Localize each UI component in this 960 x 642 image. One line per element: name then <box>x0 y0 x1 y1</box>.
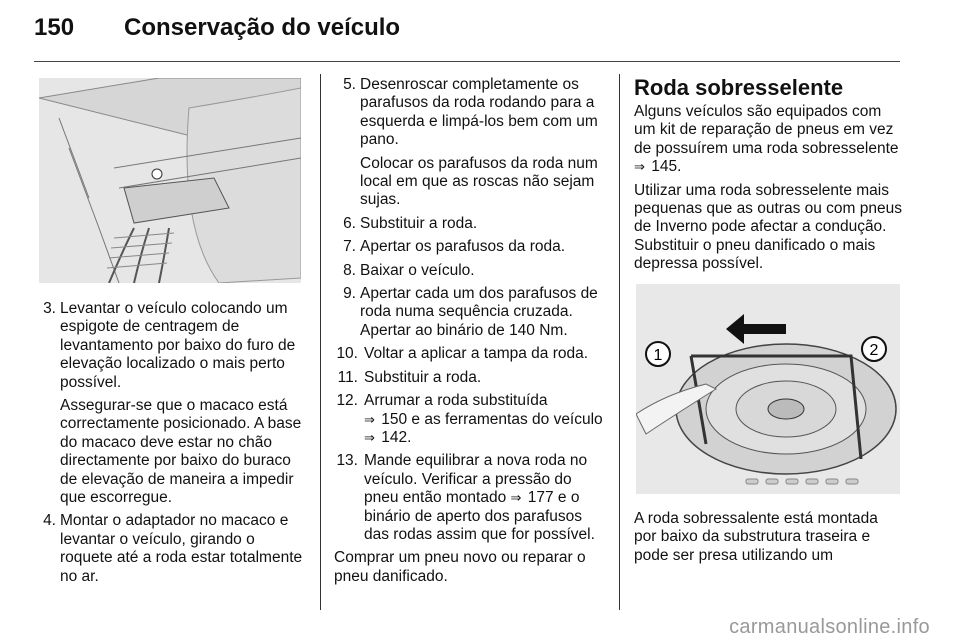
page-ref-icon: ⇒ <box>364 429 375 445</box>
page-ref-link[interactable]: 150 <box>381 410 408 428</box>
column-divider <box>619 74 620 610</box>
figure-label-2: 2 <box>869 342 879 359</box>
list-item: 9. Apertar cada um dos parafusos de roda numa sequência cruzada. Apertar ao binário de 140 Nm. <box>343 285 598 339</box>
paragraph: Alguns veículos são equipados com um kit de reparação de pneus em vez de possuírem uma roda sobresselente ⇒ 145. <box>634 103 899 176</box>
paragraph: A roda sobressalente está montada por baixo da substrutura traseira e pode ser presa utilizando um <box>634 510 878 564</box>
spare-wheel-illustration <box>636 284 900 494</box>
list-item: 4. Montar o adaptador no macaco e levantar o veículo, girando o roquete até a roda estar totalmente no ar. <box>43 512 303 585</box>
list-item: 5. Desenroscar completamente os parafusos da roda rodando para a esquerda e limpá-los bem com um pano. Colocar os parafusos da roda num local em que as roscas não sejam sujas. <box>343 76 598 209</box>
column-right <box>634 76 904 279</box>
list-item: 3. Levantar o veículo colocando um espigote de centragem de levantamento por baixo do furo de elevação localizado o mais perto possível. Assegurar-se que o macaco está correctamente posicionado. A base do macaco deve estar no chão directamente por baixo do buraco de elevação de maneira a impedir que escorregue. <box>43 300 302 507</box>
column-middle <box>334 76 606 591</box>
page-header <box>34 14 904 54</box>
figure-label-1: 1 <box>653 347 663 364</box>
page-number: 150 <box>34 14 75 41</box>
list-item: 13. Mande equilibrar a nova roda no veículo. Verificar a pressão do pneu então montado ⇒ 177 e o binário de aperto dos parafusos das rodas assim que for possível. <box>336 452 595 543</box>
list-item: 11. Substituir a roda. <box>337 368 482 386</box>
watermark: carmanualsonline.info <box>729 616 930 638</box>
page-ref-link[interactable]: 177 <box>527 489 554 507</box>
column-right-continued <box>634 510 904 570</box>
list-item: 12. Arrumar a roda substituída ⇒ 150 e as ferramentas do veículo ⇒ 142. <box>336 392 603 446</box>
header-rule <box>34 61 900 62</box>
jack-position-illustration <box>39 78 301 283</box>
page-title: Conservação do veículo <box>124 14 401 41</box>
page-ref-icon: ⇒ <box>364 411 375 427</box>
column-left <box>34 300 304 591</box>
closing-paragraph: Comprar um pneu novo ou reparar o pneu danificado. <box>334 549 586 585</box>
list-item: 7. Apertar os parafusos da roda. <box>343 238 566 256</box>
column-divider <box>320 74 321 610</box>
page-ref-icon: ⇒ <box>510 490 522 506</box>
list-item: 6. Substituir a roda. <box>343 214 478 232</box>
page-ref-icon: ⇒ <box>634 159 645 175</box>
section-heading: Roda sobresselente <box>634 75 844 100</box>
page-ref-link[interactable]: 142. <box>381 428 412 446</box>
list-item: 8. Baixar o veículo. <box>343 261 475 279</box>
page-ref-link[interactable]: 145. <box>651 158 682 176</box>
list-item: 10. Voltar a aplicar a tampa da roda. <box>336 345 589 363</box>
paragraph: Utilizar uma roda sobresselente mais pequenas que as outras ou com pneus de Inverno pode afectar a condução. Substituir o pneu danificado o mais depressa possível. <box>634 181 902 273</box>
